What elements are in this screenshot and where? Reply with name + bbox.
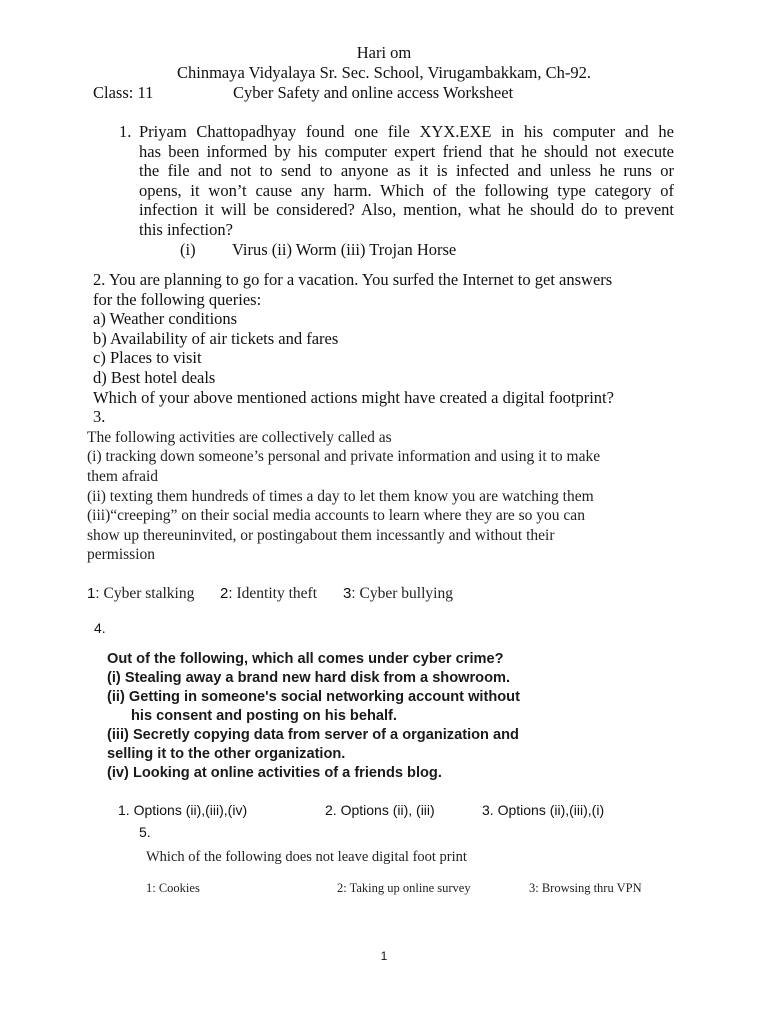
q3-line: show up thereuninvited, or postingabout them incessantly and without their <box>87 527 555 544</box>
q2-option: a) Weather conditions <box>93 309 238 328</box>
q5-question: Which of the following does not leave digital foot print <box>146 849 467 865</box>
q3-option-number: 1: <box>87 585 100 602</box>
q3-option <box>87 586 194 602</box>
q3-line: (i) tracking down someone’s personal and private information and using it to make <box>87 448 601 465</box>
q4-line: Out of the following, which all comes under cyber crime? <box>107 651 504 667</box>
q3-line: The following activities are collectively called as <box>87 429 392 446</box>
q5-number: 5. <box>139 824 151 840</box>
q1-options: Virus (ii) Worm (iii) Trojan Horse <box>232 240 457 259</box>
q1-line: opens, it won’t cause any harm. Which of the following type category of <box>139 181 674 200</box>
q2-option: d) Best hotel deals <box>93 368 216 387</box>
q4-answer: 3. Options (ii),(iii),(i) <box>482 802 605 818</box>
q2-line: for the following queries: <box>93 290 262 309</box>
q2-option: b) Availability of air tickets and fares <box>93 329 339 348</box>
q3-option-text: Identity theft <box>236 585 318 602</box>
q5-option: 2: Taking up online survey <box>337 881 471 895</box>
q3-option-number: 3: <box>343 585 356 602</box>
q4-line: (i) Stealing away a brand new hard disk from a showroom. <box>107 670 511 686</box>
q5-option: 1: Cookies <box>146 881 200 895</box>
q4-answer: 2. Options (ii), (iii) <box>325 802 435 818</box>
q5-option: 3: Browsing thru VPN <box>529 881 642 895</box>
page-number: 1 <box>380 949 388 963</box>
greeting: Hari om <box>356 43 412 62</box>
school-name: Chinmaya Vidyalaya Sr. Sec. School, Virugambakkam, Ch-92. <box>177 63 591 82</box>
q1-number: 1. <box>119 122 132 141</box>
q1-line: this infection? <box>139 220 233 239</box>
q4-line: (ii) Getting in someone's social networking account without <box>107 689 520 705</box>
q3-option-text: Cyber bullying <box>359 585 453 602</box>
q1-line: infection it will be considered? Also, mention, what he should do to prevent <box>139 200 674 219</box>
q4-answer: 1. Options (ii),(iii),(iv) <box>118 802 248 818</box>
worksheet-title: Cyber Safety and online access Worksheet <box>233 83 514 102</box>
q3-option-number: 2: <box>220 585 233 602</box>
q4-line: his consent and posting on his behalf. <box>131 708 397 724</box>
q3-line: (ii) texting them hundreds of times a day to let them know you are watching them <box>87 488 594 505</box>
q3-number: 3. <box>93 407 106 426</box>
q3-line: permission <box>87 546 156 563</box>
q1-line: Priyam Chattopadhyay found one file XYX.EXE in his computer and he <box>139 122 674 141</box>
q1-line: has been informed by his computer expert friend that he should not execute <box>139 142 674 161</box>
q4-line: (iv) Looking at online activities of a friends blog. <box>107 765 442 781</box>
q3-option <box>343 586 453 602</box>
q4-number: 4. <box>94 620 106 636</box>
q3-option <box>220 586 317 602</box>
q1-option-number: (i) <box>180 240 196 259</box>
class-label: Class: 11 <box>93 83 154 102</box>
q4-line: (iii) Secretly copying data from server of a organization and <box>107 727 519 743</box>
q4-line: selling it to the other organization. <box>107 746 346 762</box>
q3-line: them afraid <box>87 468 159 485</box>
q3-option-text: Cyber stalking <box>103 585 195 602</box>
q2-option: c) Places to visit <box>93 348 202 367</box>
q2-line: 2. You are planning to go for a vacation. You surfed the Internet to get answers <box>93 270 613 289</box>
q3-line: (iii)“creeping” on their social media accounts to learn where they are so you can <box>87 507 585 524</box>
q2-line: Which of your above mentioned actions might have created a digital footprint? <box>93 388 614 407</box>
q1-line: the file and not to send to anyone as it is infected and unless he runs or <box>139 161 674 180</box>
